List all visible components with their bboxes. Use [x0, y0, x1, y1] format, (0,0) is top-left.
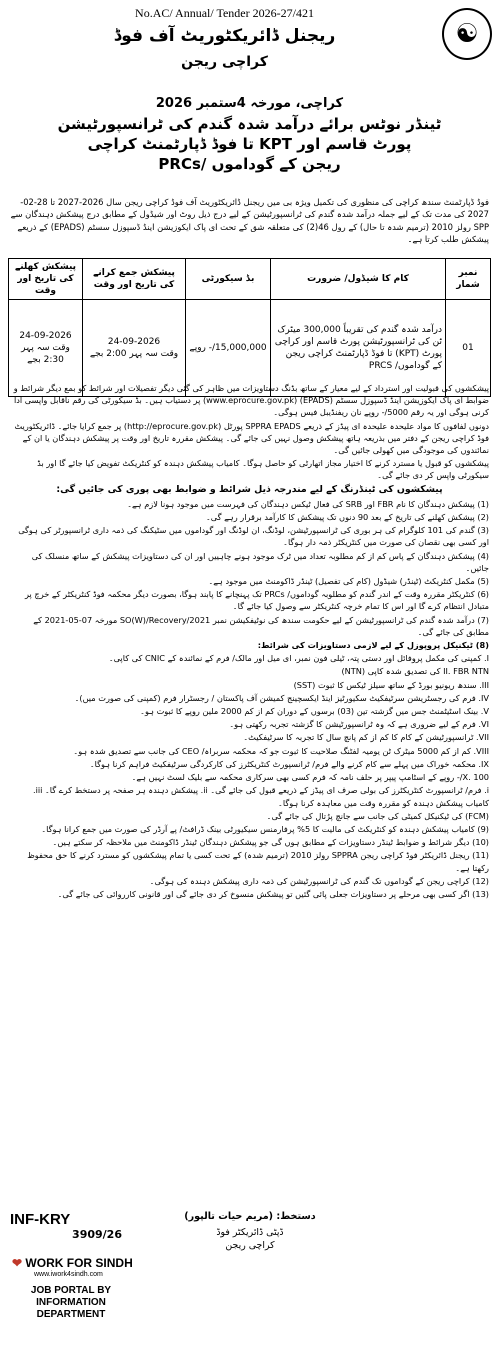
col-serial: نمبر شمار	[446, 259, 491, 300]
tech-item: V. بینک اسٹیٹمنٹ جس میں گزشتہ تین (03) برسوں کے دوران کم از کم 2000 ملین روپے کا ثبوت ہو۔	[140, 706, 489, 717]
brand-text: WORK FOR SINDH	[25, 1256, 133, 1270]
body-paragraph: دونوں لفافوں کا مواد علیحدہ علیحدہ ای پیڈز کے ذریعے SPPRA EPADS پورٹل (http://eprocure.gov.pk) پر جمع کرایا جائے۔ ڈائریکٹوریٹ فوڈ کراچی ریجن کے دفتر میں بذریعہ ہاتھ پیشکش وصول نہیں کی جائے گی۔ پیشکش مقررہ تاریخ اور وقت پر پیشکش دہندگان یا ان کے نمائندوں کی موجودگی میں کھولی جائیں گی۔	[14, 420, 489, 456]
signatory-designation: ڈپٹی ڈائریکٹر فوڈ	[216, 1227, 284, 1238]
signatory-name	[150, 1211, 350, 1222]
body-paragraph: پیشکشوں کی قبولیت اور استرداد کے لیے معیار کے ساتھ بڈنگ دستاویزات میں ظاہر کی گئی دیگر تفصیلات اور شرائط کو بمع دیگر شرائط و ضوابط ای پاک ایکوزیشن اینڈ ڈسپوزل سسٹم (EPADS) (www.eprocure.gov.pk) پر دستیاب ہیں۔ بڈ سیکورٹی کی رقم ناقابل واپسی ادا کرنی ہوگی اور یہ رقم 5000/- روپے نان ریفنڈیبل فیس ہوگی۔	[13, 383, 489, 418]
work-for-sindh-logo	[12, 1256, 133, 1270]
col-work: کام کا شیڈول/ ضرورت	[271, 259, 446, 300]
submit-time: وقت سہ پہر 2:00 بجے	[89, 349, 179, 359]
sindh-government-seal-icon: ☯	[442, 8, 492, 60]
reference-number: No.AC/ Annual/ Tender 2026-27/421	[135, 6, 314, 20]
info-code: INF-KRY	[10, 1211, 71, 1228]
department-name: ریجنل ڈائریکٹوریٹ آف فوڈ	[113, 26, 336, 46]
portal-line-2: INFORMATION DEPARTMENT	[36, 1297, 106, 1320]
tech-item: IV. فرم کی رجسٹریشن سرٹیفکیٹ سکیورٹیز اینڈ ایکسچینج کمیشن آف پاکستان / رجسٹرار فرم (کمپنی کی صورت میں)۔	[74, 692, 489, 703]
term-item: (11) ریجنل ڈائریکٹر فوڈ کراچی ریجن SPPRA رولز 2010 (ترمیم شدہ) کے تحت کسی یا تمام پیشکشوں کو مسترد کرنے کا حق محفوظ رکھتا ہے۔	[27, 850, 489, 873]
col-submit: پیشکش جمع کرانے کی تاریخ اور وقت	[83, 259, 186, 300]
term-item: (9) کامیاب پیشکش دہندہ کو کنٹریکٹ کی مالیت کا 5% پرفارمنس سیکیورٹی بینک ڈرافٹ/ پے آرڈر کی صورت میں جمع کرانا ہوگا۔	[41, 823, 489, 834]
signatory-title	[150, 1226, 350, 1252]
heart-icon: ❤	[12, 1256, 23, 1270]
title-line-3: ریجن کے گوداموں /PRCs	[158, 155, 341, 173]
title-line-1: ٹینڈر نوٹس برائے درآمد شدہ گندم کی ٹرانسپورٹیشن	[57, 115, 442, 133]
term-item: (3) گندم کی 101 کلوگرام کی ہر بوری کی ٹرانسپورٹیشن، لوڈنگ، ان لوڈنگ اور گوداموں میں سٹیکنگ کی ذمہ داری ٹرانسپورٹر کی ہوگی اور کسی بھی نقصان کی صورت میں کنٹریکٹر ذمہ دار ہوگا۔	[18, 525, 489, 548]
col-open: پیشکش کھلنے کی تاریخ اور وقت	[9, 259, 83, 300]
term-item: (8) ٹیکنیکل پروپوزل کے لیے لازمی دستاویزات کی شرائط:	[257, 640, 489, 651]
term-item: (12) کراچی ریجن کے گوداموں تک گندم کی ٹرانسپورٹیشن کی ذمہ داری پیشکش دہندہ کی ہوگی۔	[149, 875, 489, 886]
cell-work: درآمد شدہ گندم کی تقریباً 300,000 میٹرک ٹن کی ٹرانسپورٹیشن پورٹ قاسم اور کراچی پورٹ (KPT) تا فوڈ ڈپارٹمنٹ کراچی ریجن کے گوداموں/ PRCS	[271, 300, 446, 397]
terms-heading: پیشکشوں کی ٹینڈرنگ کے لیے مندرجہ ذیل شرائط و ضوابط بھی پوری کی جائیں گی:	[56, 483, 443, 495]
term-item: (13) اگر کسی بھی مرحلے پر دستاویزات جعلی پائی گئیں تو پیشکش منسوخ کر دی جائے گی اور قانونی کارروائی کی جائے گی۔	[57, 888, 489, 899]
term-item: (1) پیشکش دہندگان کا نام FBR اور SRB کی فعال ٹیکس دہندگان کی فہرست میں موجود ہونا لازم ہے۔	[127, 498, 489, 509]
table-header-row	[9, 259, 491, 300]
signatory-region: کراچی ریجن	[225, 1240, 275, 1251]
body-paragraph: پیشکشوں کو قبول یا مسترد کرنے کا اختیار مجاز اتھارٹی کو حاصل ہوگا۔ کامیاب پیشکش دہندہ کو کنٹریکٹ تفویض کیا جائے گا اور بڈ سیکورٹی واپس کر دی جائے گی۔	[37, 458, 489, 481]
info-code-block	[10, 1211, 130, 1241]
tech-item: IX. محکمہ خوراک میں پہلے سے کام کرنے والے فرم/ ٹرانسپورٹ کنٹریکٹرز کی کارکردگی سرٹیفکیٹ فراہم کرنا ہوگا۔	[89, 758, 489, 769]
tech-item: III. سندھ ریونیو بورڈ کے ساتھ سیلز ٹیکس کا ثبوت (SST)	[293, 679, 489, 690]
tender-table	[8, 258, 491, 397]
cell-security: 15,000,000/- روپے	[186, 300, 271, 397]
cell-serial: 01	[446, 300, 491, 397]
tech-item: VII. ٹرانسپورٹیشن کے کام کا کم از کم پانچ سال کا تجربہ کا سرٹیفکیٹ۔	[243, 732, 489, 743]
tech-item: X. 100/- روپے کے اسٹامپ پیپر پر حلف نامہ کہ فرم کسی بھی سرکاری محکمہ سے بلیک لسٹ نہیں ہے۔	[131, 772, 489, 783]
tech-item: I. کمپنی کی مکمل پروفائل اور دستی پتہ، ٹیلی فون نمبر، ای میل اور مالک/ فرم کے نمائندہ کے CNIC کی کاپی۔	[108, 653, 489, 664]
notice-date: کراچی، مورخہ 4ستمبر 2026	[155, 96, 344, 111]
tech-item: (FCM) کی ٹیکنیکل کمیٹی کی جانب سے جانچ پڑتال کی جائے گی۔	[266, 810, 489, 821]
website-link[interactable]: www.iwork4sindh.com	[34, 1271, 103, 1278]
signatory-name-text: (مریم حیات تالپور)	[184, 1211, 274, 1222]
open-time: وقت سہ پہر 2:30 بجے	[21, 343, 70, 365]
submit-date: 24-09-2026	[107, 337, 161, 347]
open-date: 24-09-2026	[19, 331, 72, 341]
tech-item: VIII. کم از کم 5000 میٹرک ٹن یومیہ لفٹنگ صلاحیت کا ثبوت جو کہ محکمہ سربراہ/ CEO کی جانب سے تصدیق شدہ ہو۔	[73, 745, 489, 756]
term-item: (5) مکمل کنٹریکٹ (ٹینڈر) شیڈول (کام کی تفصیل) ٹینڈر ڈاکومنٹ میں موجود ہے۔	[208, 576, 489, 587]
term-item: (7) درآمد شدہ گندم کی ٹرانسپورٹیشن کے لیے حکومت سندھ کی نوٹیفکیشن نمبر SO(W)/Recovery/2021 مورخہ 07-05-2021 کے مطابق کی جائے گی۔	[33, 614, 489, 637]
col-security: بڈ سیکورٹی	[186, 259, 271, 300]
tech-item: i. فرم/ ٹرانسپورٹ کنٹریکٹرز کی بولی صرف ای پیڈز کے ذریعے قبول کی جائے گی۔ ii. پیشکش دہندہ ہر صفحہ پر دستخط کرے گا۔ iii. کامیاب پیشکش دہندہ کو مقررہ وقت میں معاہدہ کرنا ہوگا۔	[32, 785, 489, 808]
title-line-2: پورٹ قاسم اور KPT تا فوڈ ڈپارٹمنٹ کراچی	[87, 135, 412, 153]
term-item: (10) دیگر شرائط و ضوابط ٹینڈر دستاویزات کے مطابق ہوں گی جو پیشکش دہندگان ٹینڈر ڈاکومنٹ میں ملاحظہ کر سکتے ہیں۔	[52, 837, 489, 848]
tech-item: VI. فرم کے لیے ضروری ہے کہ وہ ٹرانسپورٹیشن کا گزشتہ تجربہ رکھتی ہو۔	[229, 719, 489, 730]
intro-paragraph: فوڈ ڈپارٹمنٹ سندھ کراچی کی منظوری کی تکمیل ویژہ بی میں ریجنل ڈائریکٹوریٹ آف فوڈ کراچی ریجن سال 2026-2027 تا 28-02-2027 کی مدت تک کے لیے جملہ درآمد شدہ گندم کی ٹرانسپورٹیشن کے لیے درج ذیل روٹ اور شیڈول کے مطابق درج پیشکش دہندگان سے SPP رولز 2010 (ترمیم شدہ تا حال) کے رول 46(2) کی متعلقہ شق کے تحت ای پاک ایکوزیشن اینڈ ڈسپوزل سسٹم (EPADS) کے ذریعے پیشکش طلب کرتا ہے۔	[10, 197, 489, 244]
info-number: 3909/26	[72, 1228, 122, 1241]
term-item: (4) پیشکش دہندگان کے پاس کم از کم مطلوبہ تعداد میں ٹرک موجود ہونے چاہییں اور ان کی دستاویزات پیشکش کے ساتھ منسلک کی جائیں۔	[31, 550, 489, 573]
notice-title	[14, 114, 485, 174]
term-item: (2) پیشکش کھلنے کی تاریخ کے بعد 90 دنوں تک پیشکش کا کارآمد برقرار رہے گی۔	[206, 512, 489, 523]
region-name: کراچی ریجن	[181, 54, 268, 70]
job-portal-caption	[12, 1285, 130, 1321]
portal-line-1: JOB PORTAL BY	[30, 1285, 112, 1296]
term-item: (6) کنٹریکٹر مقررہ وقت کے اندر گندم کو مطلوبہ گوداموں/ PRCs تک پہنچانے کا پابند ہوگا، بصورت دیگر محکمہ فوڈ کنٹریکٹر کے خرچ پر متبادل انتظام کرے گا اور اس کا تمام خرچہ کنٹریکٹر سے وصول کیا جائے گا۔	[25, 589, 489, 612]
body-section	[10, 382, 489, 901]
tech-item: II. FBR NTN کی تصدیق شدہ کاپی (NTN)	[341, 666, 489, 677]
signature-label: دستخط:	[276, 1211, 316, 1222]
